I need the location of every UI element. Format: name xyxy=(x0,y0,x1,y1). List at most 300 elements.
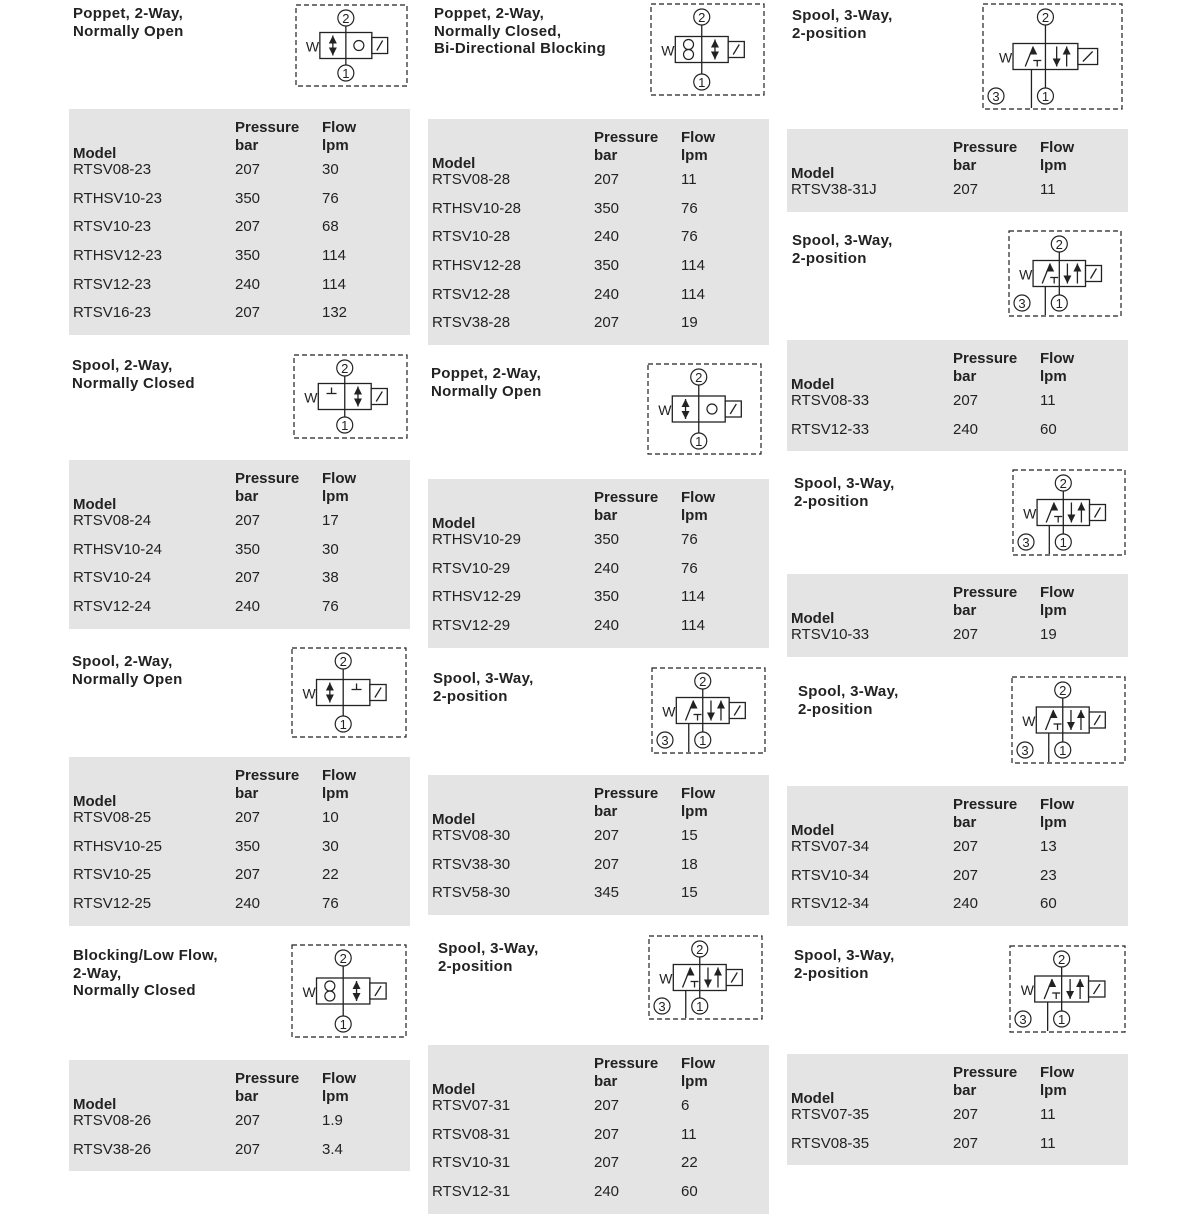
svg-text:1: 1 xyxy=(1059,743,1067,758)
port-2-label xyxy=(1054,951,1070,967)
section-title-line: Spool, 3-Way, xyxy=(438,940,539,957)
header-pressure-1: Pressure xyxy=(953,1064,1018,1081)
header-flow-2: lpm xyxy=(681,803,708,820)
cell-model: RTSV10-28 xyxy=(432,228,511,246)
cell-flow: 30 xyxy=(322,837,339,855)
cell-pressure: 207 xyxy=(953,626,979,643)
header-flow-1: Flow xyxy=(322,119,357,136)
section-title-line: Bi-Directional Blocking xyxy=(434,40,606,57)
cell-flow: 19 xyxy=(681,314,698,332)
svg-text:1: 1 xyxy=(695,434,703,449)
header-pressure-2: bar xyxy=(235,785,259,802)
cell-pressure: 240 xyxy=(594,228,620,246)
header-flow-2: lpm xyxy=(1040,602,1067,619)
port-1-label xyxy=(335,716,351,732)
model-table xyxy=(787,574,1128,657)
section-title-line: 2-position xyxy=(433,687,508,705)
section-title-line: Spool, 3-Way, xyxy=(794,947,895,964)
cell-pressure: 240 xyxy=(235,895,261,913)
header-model: Model xyxy=(432,1081,476,1098)
valve-schematic-icon xyxy=(651,667,766,754)
spring-icon: W xyxy=(662,703,676,720)
cell-model: RTSV12-33 xyxy=(791,420,870,438)
cell-flow: 17 xyxy=(322,512,339,529)
header-pressure-2: bar xyxy=(594,507,618,524)
valve-schematic-icon xyxy=(982,3,1123,110)
table-row xyxy=(69,272,410,301)
svg-text:3: 3 xyxy=(1021,743,1029,758)
header-pressure-2: bar xyxy=(235,1088,259,1105)
model-table xyxy=(428,119,769,345)
header-pressure-1: Pressure xyxy=(953,584,1018,601)
cell-flow: 76 xyxy=(681,531,698,548)
section-title xyxy=(794,475,895,510)
cell-flow: 23 xyxy=(1040,866,1057,884)
cell-flow: 19 xyxy=(1040,626,1057,643)
cell-model: RTSV58-30 xyxy=(432,884,511,902)
port-1-label xyxy=(1051,295,1067,311)
header-pressure-2: bar xyxy=(594,803,618,820)
cell-flow: 114 xyxy=(322,275,346,293)
cell-flow: 1.9 xyxy=(322,1112,343,1129)
header-flow-1: Flow xyxy=(1040,350,1075,367)
svg-text:1: 1 xyxy=(339,1017,347,1032)
cell-flow: 132 xyxy=(322,304,348,322)
section-title xyxy=(431,365,542,400)
spring-icon: W xyxy=(661,42,675,59)
cell-pressure: 350 xyxy=(235,247,261,265)
svg-text:1: 1 xyxy=(341,418,349,433)
port-2-label xyxy=(691,369,707,385)
check-ball-icon xyxy=(325,991,335,1001)
section-title-line: 2-position xyxy=(798,700,873,718)
port-2-label xyxy=(694,9,710,25)
table-row xyxy=(787,1131,1128,1160)
cell-flow: 60 xyxy=(681,1183,698,1201)
svg-text:2: 2 xyxy=(1041,10,1050,25)
table-header xyxy=(428,1045,769,1098)
table-header xyxy=(69,1060,410,1113)
header-pressure-2: bar xyxy=(953,814,977,831)
section-title-line: Blocking/Low Flow, xyxy=(73,947,218,964)
section-title xyxy=(434,5,606,58)
header-flow-1: Flow xyxy=(322,767,357,784)
table-header xyxy=(787,340,1128,393)
svg-text:2: 2 xyxy=(1055,237,1063,252)
spring-icon: W xyxy=(304,389,318,406)
cell-flow: 13 xyxy=(1040,838,1057,855)
header-flow-1: Flow xyxy=(322,470,357,487)
svg-text:1: 1 xyxy=(339,717,347,732)
table-row xyxy=(428,196,769,225)
cell-model: RTHSV10-23 xyxy=(73,189,162,207)
table-row xyxy=(69,508,410,537)
cell-model: RTHSV12-23 xyxy=(73,247,162,265)
section-title xyxy=(73,5,184,40)
section-title-line: Poppet, 2-Way, xyxy=(73,5,184,22)
table-row xyxy=(787,863,1128,892)
header-pressure-2: bar xyxy=(235,137,259,154)
table-header xyxy=(428,119,769,172)
header-model: Model xyxy=(73,793,117,810)
cell-flow: 6 xyxy=(681,1097,690,1114)
valve-schematic-icon xyxy=(291,944,407,1038)
header-pressure-2: bar xyxy=(953,368,977,385)
check-ball-icon xyxy=(684,50,694,60)
section-title xyxy=(792,232,893,267)
cell-flow: 38 xyxy=(322,569,339,587)
model-table xyxy=(787,129,1128,212)
svg-text:2: 2 xyxy=(695,370,703,385)
header-model: Model xyxy=(432,811,476,828)
table-header xyxy=(69,757,410,810)
header-pressure-2: bar xyxy=(953,602,977,619)
port-3-label xyxy=(654,998,670,1014)
port-2-label xyxy=(1055,682,1071,698)
svg-text:3: 3 xyxy=(658,999,666,1014)
table-row xyxy=(428,613,769,642)
cell-model: RTSV07-34 xyxy=(791,838,870,855)
cell-model: RTSV10-23 xyxy=(73,218,152,236)
cell-flow: 30 xyxy=(322,540,339,558)
port-2-label xyxy=(1055,475,1071,491)
svg-text:2: 2 xyxy=(698,10,706,25)
cell-pressure: 350 xyxy=(594,199,620,217)
header-flow-1: Flow xyxy=(322,1070,357,1087)
cell-model: RTSV12-24 xyxy=(73,598,152,616)
port-1-label xyxy=(337,417,353,433)
cell-model: RTSV08-33 xyxy=(791,392,870,409)
section-title-line: Normally Closed xyxy=(73,982,196,999)
valve-schematic-icon xyxy=(1011,676,1126,764)
table-row xyxy=(428,1093,769,1122)
header-flow-2: lpm xyxy=(322,785,349,802)
table-header xyxy=(69,109,410,162)
svg-text:1: 1 xyxy=(342,66,350,81)
section-title-line: 2-Way, xyxy=(73,964,122,982)
port-1-label xyxy=(1054,1011,1070,1027)
port-3-label xyxy=(1017,742,1033,758)
cell-flow: 114 xyxy=(681,257,705,275)
cell-pressure: 350 xyxy=(594,531,620,548)
cell-pressure: 207 xyxy=(594,314,620,332)
section-title xyxy=(72,357,195,392)
svg-text:3: 3 xyxy=(661,733,669,748)
svg-text:2: 2 xyxy=(1059,476,1067,491)
port-1-label xyxy=(691,433,707,449)
header-pressure-1: Pressure xyxy=(235,767,300,784)
header-flow-2: lpm xyxy=(681,507,708,524)
table-header xyxy=(69,460,410,513)
svg-text:2: 2 xyxy=(341,361,349,376)
header-flow-2: lpm xyxy=(1040,157,1067,174)
cell-model: RTHSV10-28 xyxy=(432,199,521,217)
table-row xyxy=(69,243,410,272)
cell-model: RTSV10-34 xyxy=(791,866,870,884)
cell-pressure: 240 xyxy=(594,1183,620,1201)
cell-pressure: 207 xyxy=(594,1125,620,1143)
svg-text:2: 2 xyxy=(1059,683,1067,698)
header-flow-1: Flow xyxy=(681,129,716,146)
table-row xyxy=(787,891,1128,920)
cell-flow: 10 xyxy=(322,809,339,826)
cell-flow: 60 xyxy=(1040,420,1057,438)
spring-icon: W xyxy=(1020,982,1034,998)
cell-pressure: 350 xyxy=(594,257,620,275)
table-row xyxy=(787,417,1128,446)
cell-flow: 76 xyxy=(681,228,698,246)
cell-flow: 15 xyxy=(681,827,698,844)
section-title-line: Spool, 3-Way, xyxy=(792,232,893,249)
header-pressure-1: Pressure xyxy=(953,350,1018,367)
cell-pressure: 240 xyxy=(235,598,261,616)
cell-model: RTSV08-25 xyxy=(73,809,152,826)
cell-pressure: 207 xyxy=(953,838,979,855)
table-row xyxy=(428,167,769,196)
spring-icon: W xyxy=(659,970,673,987)
model-table xyxy=(787,340,1128,451)
header-flow-2: lpm xyxy=(681,1073,708,1090)
header-flow-1: Flow xyxy=(1040,1064,1075,1081)
table-row xyxy=(428,282,769,311)
port-1-label xyxy=(335,1016,351,1032)
cell-pressure: 240 xyxy=(235,275,261,293)
model-table xyxy=(69,460,410,629)
cell-flow: 76 xyxy=(681,199,698,217)
header-flow-2: lpm xyxy=(322,1088,349,1105)
cell-model: RTHSV10-29 xyxy=(432,531,521,548)
check-ball-icon xyxy=(354,41,364,51)
cell-flow: 22 xyxy=(322,866,339,884)
table-row xyxy=(69,834,410,863)
port-3-label xyxy=(1015,1011,1031,1027)
check-ball-icon xyxy=(707,404,717,414)
port-2-label xyxy=(1037,9,1053,25)
header-flow-2: lpm xyxy=(1040,368,1067,385)
cell-model: RTSV38-31J xyxy=(791,181,877,198)
table-row xyxy=(428,1122,769,1151)
spring-icon: W xyxy=(305,38,320,55)
table-row xyxy=(787,1102,1128,1131)
valve-schematic-icon xyxy=(293,354,408,439)
svg-text:2: 2 xyxy=(339,951,347,966)
cell-model: RTSV10-24 xyxy=(73,569,152,587)
table-row xyxy=(428,852,769,881)
header-pressure-2: bar xyxy=(953,1082,977,1099)
cell-pressure: 350 xyxy=(235,540,261,558)
port-2-label xyxy=(337,360,353,376)
model-table xyxy=(428,1045,769,1214)
svg-text:1: 1 xyxy=(1041,89,1050,104)
cell-model: RTSV38-26 xyxy=(73,1140,152,1158)
table-row xyxy=(428,253,769,282)
cell-flow: 114 xyxy=(322,247,346,265)
cell-model: RTSV08-31 xyxy=(432,1125,511,1143)
valve-schematic-icon xyxy=(650,3,765,96)
header-flow-2: lpm xyxy=(322,488,349,505)
table-row xyxy=(428,584,769,613)
cell-model: RTSV12-25 xyxy=(73,895,152,913)
table-header xyxy=(787,1054,1128,1107)
cell-model: RTSV12-31 xyxy=(432,1183,511,1201)
cell-flow: 76 xyxy=(322,189,339,207)
cell-model: RTSV12-29 xyxy=(432,617,511,635)
header-pressure-1: Pressure xyxy=(594,1055,659,1072)
check-ball-icon xyxy=(684,40,694,50)
svg-text:1: 1 xyxy=(696,999,704,1014)
header-model: Model xyxy=(432,155,476,172)
cell-pressure: 207 xyxy=(235,809,261,826)
cell-pressure: 207 xyxy=(953,866,979,884)
cell-pressure: 207 xyxy=(594,855,620,873)
section-title-line: Normally Closed xyxy=(72,374,195,392)
cell-pressure: 345 xyxy=(594,884,620,902)
header-flow-1: Flow xyxy=(1040,584,1075,601)
table-row xyxy=(428,310,769,339)
header-pressure-1: Pressure xyxy=(235,1070,300,1087)
cell-flow: 15 xyxy=(681,884,698,902)
cell-pressure: 207 xyxy=(953,1134,979,1152)
check-ball-icon xyxy=(325,981,335,991)
port-1-label xyxy=(1037,88,1053,104)
port-1-label xyxy=(1055,534,1071,550)
cell-model: RTSV10-25 xyxy=(73,866,152,884)
cell-pressure: 207 xyxy=(235,512,261,529)
cell-flow: 11 xyxy=(1040,181,1056,198)
svg-text:1: 1 xyxy=(699,733,707,748)
header-pressure-1: Pressure xyxy=(235,119,300,136)
cell-model: RTHSV10-24 xyxy=(73,540,162,558)
table-row xyxy=(428,556,769,585)
header-pressure-1: Pressure xyxy=(953,796,1018,813)
spring-icon: W xyxy=(658,402,672,418)
header-pressure-1: Pressure xyxy=(594,785,659,802)
valve-schematic-icon xyxy=(648,935,763,1020)
section-title-line: Spool, 3-Way, xyxy=(794,475,895,492)
port-2-label xyxy=(1051,236,1067,252)
cell-pressure: 207 xyxy=(953,1106,979,1123)
valve-schematic-icon xyxy=(1012,469,1126,556)
model-table xyxy=(428,479,769,648)
cell-pressure: 207 xyxy=(235,1112,261,1129)
section-title-line: 2-position xyxy=(794,492,869,510)
table-row xyxy=(69,537,410,566)
table-row xyxy=(69,862,410,891)
port-1-label xyxy=(694,74,710,90)
table-row xyxy=(69,891,410,920)
cell-model: RTSV38-30 xyxy=(432,855,511,873)
model-table xyxy=(69,109,410,335)
cell-pressure: 207 xyxy=(235,161,261,178)
cell-pressure: 207 xyxy=(594,171,620,188)
cell-model: RTSV12-28 xyxy=(432,285,511,303)
table-row xyxy=(428,880,769,909)
section-title xyxy=(438,940,539,975)
table-row xyxy=(787,834,1128,863)
table-row xyxy=(428,1150,769,1179)
header-flow-1: Flow xyxy=(681,1055,716,1072)
header-pressure-1: Pressure xyxy=(953,139,1018,156)
cell-flow: 114 xyxy=(681,588,705,606)
cell-flow: 30 xyxy=(322,161,339,178)
cell-flow: 114 xyxy=(681,617,705,635)
cell-model: RTHSV12-28 xyxy=(432,257,521,275)
section-title xyxy=(72,653,183,688)
table-row xyxy=(69,1108,410,1137)
port-2-label xyxy=(695,673,711,689)
spring-icon: W xyxy=(302,984,316,1000)
section-title xyxy=(794,947,895,982)
header-pressure-1: Pressure xyxy=(235,470,300,487)
cell-pressure: 207 xyxy=(235,304,261,322)
valve-schematic-icon xyxy=(291,647,407,738)
header-model: Model xyxy=(791,165,835,182)
cell-flow: 76 xyxy=(681,559,698,577)
port-2-label xyxy=(335,950,351,966)
cell-model: RTSV10-33 xyxy=(791,626,870,643)
header-flow-1: Flow xyxy=(1040,139,1075,156)
valve-schematic-icon xyxy=(1008,230,1122,317)
cell-pressure: 207 xyxy=(594,827,620,844)
port-1-label xyxy=(695,732,711,748)
cell-model: RTSV16-23 xyxy=(73,304,152,322)
svg-text:1: 1 xyxy=(1055,296,1063,311)
cell-model: RTSV10-31 xyxy=(432,1154,511,1172)
header-model: Model xyxy=(432,515,476,532)
cell-pressure: 207 xyxy=(594,1097,620,1114)
valve-schematic-icon xyxy=(295,4,408,87)
cell-pressure: 240 xyxy=(953,895,979,913)
cell-pressure: 350 xyxy=(235,837,261,855)
table-row xyxy=(69,214,410,243)
header-flow-1: Flow xyxy=(681,489,716,506)
cell-flow: 76 xyxy=(322,895,339,913)
table-row xyxy=(69,1137,410,1166)
table-header xyxy=(787,574,1128,627)
cell-pressure: 240 xyxy=(953,420,979,438)
header-flow-2: lpm xyxy=(681,147,708,164)
header-model: Model xyxy=(73,1096,117,1113)
cell-flow: 11 xyxy=(681,171,697,188)
port-3-label xyxy=(1018,534,1034,550)
svg-text:3: 3 xyxy=(1019,1012,1027,1027)
port-1-label xyxy=(692,998,708,1014)
model-table xyxy=(428,775,769,915)
table-header xyxy=(787,129,1128,182)
cell-pressure: 240 xyxy=(594,559,620,577)
cell-flow: 3.4 xyxy=(322,1140,343,1158)
table-row xyxy=(787,388,1128,417)
svg-text:3: 3 xyxy=(992,89,1000,104)
cell-model: RTSV12-23 xyxy=(73,275,152,293)
section-title xyxy=(73,947,218,1000)
cell-model: RTSV10-29 xyxy=(432,559,511,577)
table-row xyxy=(69,157,410,186)
header-model: Model xyxy=(73,145,117,162)
table-header xyxy=(428,479,769,532)
cell-model: RTSV08-23 xyxy=(73,161,152,178)
section-title-line: Normally Closed, xyxy=(434,22,562,40)
header-pressure-1: Pressure xyxy=(594,489,659,506)
cell-model: RTSV12-34 xyxy=(791,895,870,913)
table-row xyxy=(69,186,410,215)
port-1-label xyxy=(338,65,354,81)
section-title-line: Spool, 2-Way, xyxy=(72,357,173,374)
table-header xyxy=(428,775,769,828)
cell-pressure: 240 xyxy=(594,285,620,303)
header-model: Model xyxy=(791,376,835,393)
header-pressure-2: bar xyxy=(953,157,977,174)
